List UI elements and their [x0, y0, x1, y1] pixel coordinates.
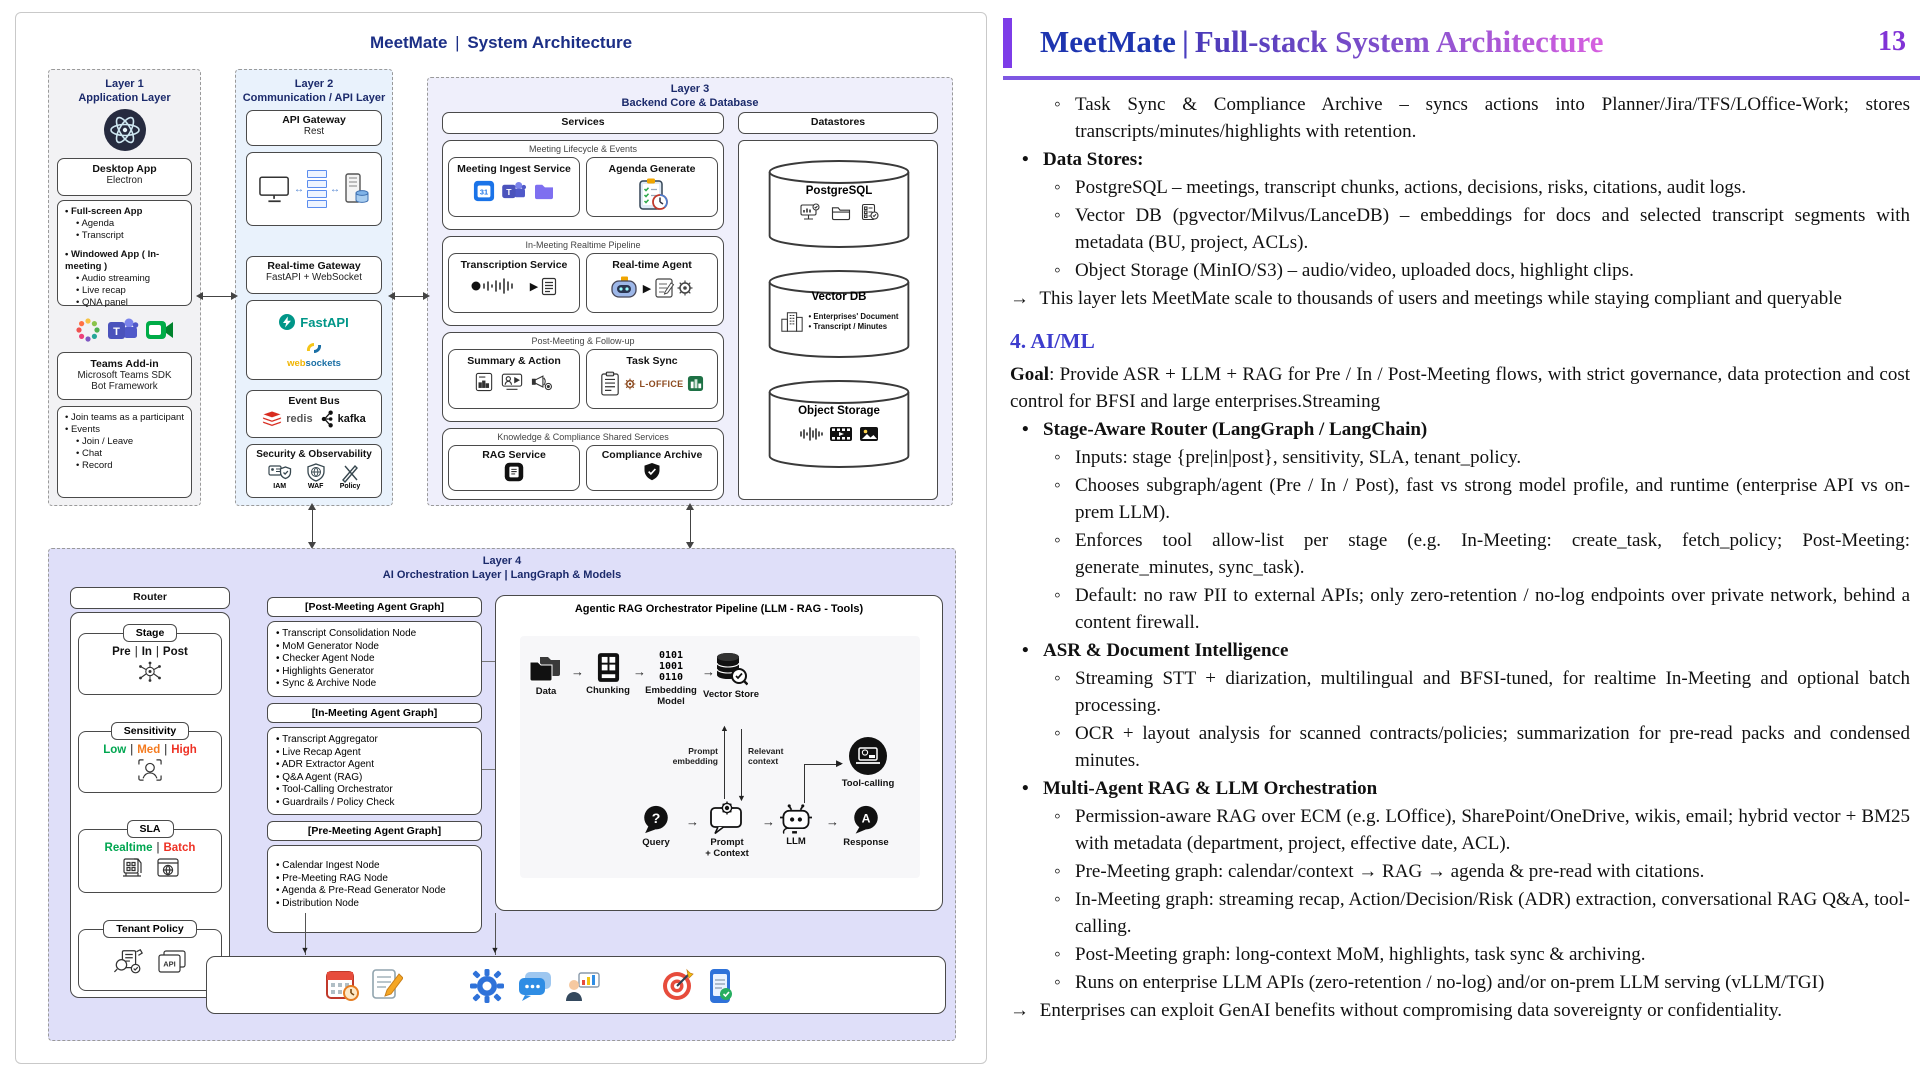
arrow-down-icon: ▼	[300, 945, 310, 955]
services-header: Services	[442, 112, 724, 134]
list-item: • Windowed App ( In-meeting )	[65, 249, 160, 272]
page-number: 13	[1878, 26, 1906, 57]
list-item: • Join / Leave	[76, 436, 134, 447]
bullet-icon: ◦	[1054, 530, 1061, 551]
rt-logos-card	[246, 300, 382, 380]
realtime-gateway-title: Real-time Gateway	[267, 260, 361, 272]
header-accent-bar	[1003, 18, 1012, 68]
list-item: • Agenda	[76, 218, 115, 229]
group-label: In-Meeting Realtime Pipeline	[525, 240, 641, 250]
layer2-subtitle: Communication / API Layer	[242, 91, 386, 104]
page-header	[1040, 24, 1800, 60]
robot-icon	[609, 275, 639, 301]
compliance-archive-card: Compliance Archive	[586, 445, 718, 491]
content-li1: • Stage-Aware Router (LangGraph / LangChain)	[1010, 416, 1910, 443]
router-sensitivity	[78, 721, 222, 793]
group-label: Knowledge & Compliance Shared Services	[497, 432, 669, 442]
vectordb-bullets	[809, 312, 899, 331]
content-li2: ◦ Default: no raw PII to external APIs; only zero-retention / no-log endpoints over private network, behind a content firewall.	[1010, 582, 1910, 636]
value-part: In	[141, 646, 152, 658]
binary-icon: 0101 1001 0110	[658, 650, 684, 683]
node-data: Data	[518, 654, 574, 697]
pre-meeting-graph-items	[267, 845, 482, 933]
group-knowledge-compliance	[442, 428, 724, 500]
rag-doc-icon	[504, 462, 524, 482]
layer1-participation-card	[57, 406, 192, 498]
redis-logo-icon	[262, 410, 282, 428]
monitor-icon	[259, 175, 291, 204]
list-item: • Full-screen App	[65, 206, 143, 217]
node-llm: LLM	[770, 803, 822, 847]
chunking-icon	[596, 659, 621, 676]
diagram-title-brand: MeetMate	[369, 33, 448, 52]
content-li2: ◦ In-Meeting graph: streaming recap, Action/Decision/Risk (ADR) extraction, conversational RAG Q&A, tool-calling.	[1010, 886, 1910, 940]
announce-gear-icon	[531, 372, 553, 392]
stage-pill: Stage	[123, 624, 178, 642]
list-item: • Pre-Meeting RAG Node	[276, 872, 388, 884]
tool-calling-node	[841, 736, 895, 789]
chat-bubbles-icon	[517, 970, 553, 1002]
policy-tools-icon	[340, 463, 361, 490]
prompt-context-icon	[708, 809, 746, 826]
loffice-label: L-OFFICE	[639, 379, 684, 389]
content-li2: ◦ Post-Meeting graph: long-context MoM, highlights, task sync & archiving.	[1010, 941, 1910, 968]
list-item: • Checker Agent Node	[276, 653, 375, 665]
list-item: • Q&A Agent (RAG)	[276, 771, 363, 783]
page-header-sep: |	[1181, 24, 1189, 59]
layer2-layer4-arrow	[312, 510, 313, 542]
value-part: Realtime	[104, 842, 153, 854]
waf-label: WAF	[307, 483, 324, 490]
realtime-agent-card: Real-time Agent ▶	[586, 253, 718, 313]
rag-orchestrator-box	[495, 595, 943, 911]
group-meeting-lifecycle	[442, 140, 724, 230]
play-arrow-icon: ▶	[642, 282, 652, 295]
google-meet-icon	[145, 318, 175, 342]
iam-badge-icon	[268, 463, 292, 490]
tool-calling-icon	[848, 747, 888, 764]
iam-label: IAM	[273, 483, 287, 490]
batch-globe-icon	[156, 857, 180, 880]
arrow-up-icon: ▲	[720, 723, 729, 733]
collaboration-apps-group	[469, 968, 601, 1004]
svg-text:API: API	[163, 959, 176, 969]
architecture-slide	[15, 12, 987, 1064]
vector-store-icon	[714, 660, 748, 677]
layer2-communication	[235, 69, 393, 506]
node-response: A Response	[838, 804, 894, 848]
content-li2: ◦ Chooses subgraph/agent (Pre / In / Post), fast vs strong model profile, and runtime (enterprise API vs on-prem LLM).	[1010, 472, 1910, 526]
arrow-right-icon: ▶	[836, 758, 843, 768]
postgresql-datastore	[764, 159, 914, 249]
rag-pipeline-title: Agentic RAG Orchestrator Pipeline (LLM - RAG - Tools)	[574, 603, 864, 615]
post-meeting-agent-graph	[267, 597, 482, 697]
report-chart-icon	[475, 372, 493, 392]
bullet-icon: ◦	[1054, 447, 1061, 468]
list-item: • Events	[65, 424, 101, 435]
layer1-features-card	[57, 200, 192, 306]
svg-text:T: T	[506, 186, 512, 197]
left-right-arrow-icon: ↔	[330, 183, 340, 195]
api-flow-card	[246, 152, 382, 226]
task-sync-card: Task Sync L-OFFICE	[586, 349, 718, 409]
relevant-context-label: Relevant context	[748, 746, 784, 766]
layer3-title: Layer 3	[670, 83, 710, 95]
sensitivity-pill: Sensitivity	[111, 722, 190, 740]
object-storage-datastore	[764, 379, 914, 469]
content-li2: ◦ Object Storage (MinIO/S3) – audio/video, uploaded docs, highlight clips.	[1010, 257, 1910, 284]
llm-robot-icon	[776, 810, 816, 827]
node-vector-store: Vector Store	[703, 651, 759, 700]
svg-text:A: A	[861, 811, 871, 826]
sla-values: Realtime | Batch	[104, 842, 196, 854]
electron-icon	[49, 108, 200, 152]
list-item: • Highlights Generator	[276, 665, 374, 677]
bullet-icon: •	[1022, 640, 1029, 661]
list-item: • Agenda & Pre-Read Generator Node	[276, 885, 446, 897]
bullet-icon: •	[1022, 778, 1029, 799]
output-apps-box	[206, 956, 946, 1014]
router-header: Router	[133, 591, 167, 603]
bullet-icon: ◦	[1054, 475, 1061, 496]
prompt-embedding-label: Prompt embedding	[672, 746, 718, 766]
postgresql-label: PostgreSQL	[805, 185, 873, 197]
list-item: • Join teams as a participant	[65, 412, 184, 423]
kafka-logo-icon	[321, 410, 334, 428]
list-item: • Calendar Ingest Node	[276, 860, 380, 871]
mobile-checklist-icon	[707, 968, 733, 1004]
prompt-embedding-line	[724, 729, 725, 799]
video-person-icon	[501, 372, 523, 392]
diagram-title-rest: System Architecture	[467, 33, 633, 52]
bullet-icon: ◦	[1054, 972, 1061, 993]
value-part: Batch	[163, 842, 196, 854]
flow-arrow-icon: →	[633, 664, 646, 679]
teams-addin-title: Teams Add-in	[90, 358, 159, 370]
list-item: • Transcript Consolidation Node	[276, 628, 417, 639]
layer3-layer4-arrow	[690, 510, 691, 542]
security-title: Security & Observability	[256, 449, 372, 460]
api-gateway-sub: Rest	[303, 126, 325, 137]
value-part: Pre	[112, 646, 131, 658]
value-part: Post	[162, 646, 188, 658]
content-li1: • ASR & Document Intelligence	[1010, 637, 1910, 664]
list-item: • Transcript / Minutes	[808, 322, 888, 331]
post-meeting-graph-title: [Post-Meeting Agent Graph]	[267, 597, 482, 617]
kiosk-icon	[120, 857, 144, 880]
policy-search-icon	[113, 948, 145, 976]
bullet-icon: ◦	[1054, 861, 1061, 882]
vectordb-label: Vector DB	[811, 291, 867, 303]
http-methods-icon	[307, 170, 327, 208]
flow-arrow-icon: →	[826, 814, 839, 829]
notes-pencil-icon	[371, 968, 403, 1002]
content-li2: ◦ Pre-Meeting graph: calendar/context → RAG → agenda & pre-read with citations.	[1010, 858, 1910, 885]
soundwave-icon	[799, 425, 823, 443]
in-meeting-graph-items	[267, 727, 482, 815]
pre-meeting-graph-title: [Pre-Meeting Agent Graph]	[267, 821, 482, 841]
pre-meeting-agent-graph	[267, 821, 482, 933]
stage-values: Pre | In | Post	[112, 646, 188, 658]
task-clipboard-icon	[600, 371, 620, 397]
policy-label: Policy	[339, 483, 361, 490]
tool-calling-label: Tool-calling	[841, 778, 895, 789]
page-header-brand: MeetMate	[1040, 24, 1176, 59]
in-meeting-agent-graph	[267, 703, 482, 815]
face-scan-icon	[79, 758, 221, 782]
agenda-generate-card: Agenda Generate	[586, 157, 718, 217]
content-li2: ◦ Streaming STT + diarization, multilingual and BFSI-tuned, for realtime In-Meeting and optional batch processing.	[1010, 665, 1910, 719]
left-right-arrow-icon: ↔	[294, 183, 304, 195]
node-query: ? Query	[628, 804, 684, 848]
content-li2: ◦ Vector DB (pgvector/Milvus/LanceDB) – embeddings for docs and selected transcript segments with metadata (BU, project, ACLs).	[1010, 202, 1910, 256]
ms-teams-icon	[501, 180, 527, 202]
value-part: Med	[137, 744, 161, 756]
list-item: • Distribution Node	[276, 897, 359, 909]
bullet-icon: ◦	[1054, 177, 1061, 198]
response-bubble-icon	[850, 811, 882, 828]
router-stage	[78, 623, 222, 695]
building-icon	[780, 309, 804, 335]
svg-text:?: ?	[651, 809, 661, 826]
content-li1: • Data Stores:	[1010, 146, 1910, 173]
list-item: • Transcript	[76, 230, 124, 241]
color-dots-logo-icon	[75, 317, 101, 343]
layer1-subtitle: Application Layer	[78, 91, 171, 104]
router-panel	[70, 587, 230, 999]
layer1-app-icons	[49, 316, 200, 344]
transcription-service-card: Transcription Service ▶	[448, 253, 580, 313]
content-li2: ◦ Inputs: stage {pre|in|post}, sensitivity, SLA, tenant_policy.	[1010, 444, 1910, 471]
page-content	[1010, 90, 1910, 1025]
waf-shield-icon	[306, 463, 326, 490]
api-gateway-title: API Gateway	[282, 114, 346, 126]
db-cylinder-icon	[764, 379, 914, 469]
content-li2: ◦ PostgreSQL – meetings, transcript chunks, actions, decisions, risks, citations, audit logs.	[1010, 174, 1910, 201]
layer4-orchestration	[48, 548, 956, 1041]
arrow-prefix-icon: →	[1010, 1000, 1029, 1021]
websockets-logo-icon	[305, 339, 323, 357]
bullet-icon: ◦	[1054, 585, 1061, 606]
audio-waveform-icon	[471, 277, 527, 295]
post-meeting-graph-items	[267, 621, 482, 697]
data-folders-icon	[528, 660, 564, 677]
svg-text:T: T	[112, 326, 120, 338]
desktop-app-sub: Electron	[106, 175, 143, 186]
bullet-icon: ◦	[1054, 944, 1061, 965]
list-item: • Chat	[76, 448, 103, 459]
content-li2: ◦ Enforces tool allow-list per stage (e.g. In-Meeting: create_task, fetch_policy; Post-Meeting: generate_minutes, sync_task).	[1010, 527, 1910, 581]
layer2-title: Layer 2	[294, 78, 334, 90]
content-li2: ◦ OCR + layout analysis for scanned contracts/policies; summarization for pre-read packs and condensed minutes.	[1010, 720, 1910, 774]
api-gateway-card	[246, 110, 382, 146]
content-li1: • Multi-Agent RAG & LLM Orchestration	[1010, 775, 1910, 802]
stage-hub-icon	[79, 660, 221, 685]
loffice-gear-icon	[624, 375, 636, 393]
bullet-icon: •	[1022, 149, 1029, 170]
arrow-prefix-icon: →	[1010, 288, 1029, 309]
node-chunking: Chunking	[580, 652, 636, 696]
folder-icon	[533, 182, 555, 200]
bullet-icon: ◦	[1054, 723, 1061, 744]
target-dart-icon	[659, 968, 695, 1004]
group-postmeeting-followup	[442, 332, 724, 422]
list-item: • Transcript Aggregator	[276, 734, 378, 745]
server-db-icon	[343, 173, 369, 205]
layer3-subtitle: Backend Core & Database	[621, 96, 759, 109]
list-item: • Sync & Archive Node	[276, 678, 377, 690]
play-arrow-icon: ▶	[529, 281, 539, 293]
scheduling-apps-group	[325, 968, 403, 1002]
group-inmeeting-pipeline	[442, 236, 724, 326]
list-item: • Tool-Calling Orchestrator	[276, 784, 393, 796]
fastapi-label: FastAPI	[300, 314, 349, 330]
page-header-title: Full-stack System Architecture	[1194, 24, 1604, 59]
value-part: Low	[103, 744, 127, 756]
bullet-icon: ◦	[1054, 94, 1061, 115]
redis-label: redis	[286, 413, 313, 426]
fastapi-logo-icon	[279, 313, 295, 331]
list-item: • Guardrails / Policy Check	[276, 796, 395, 808]
event-bus-title: Event Bus	[288, 395, 340, 407]
shield-check-icon	[643, 462, 661, 482]
ms-teams-icon	[107, 316, 139, 344]
content-li2: ◦ Permission-aware RAG over ECM (e.g. LOffice), SharePoint/OneDrive, wikis, email; hybrid vector + BM25 with metadata (department, project, effective date, ACL).	[1010, 803, 1910, 857]
content-arrow: → This layer lets MeetMate scale to thousands of users and meetings while staying compliant and queryable	[1010, 288, 1842, 309]
graph-connector	[482, 769, 495, 770]
in-meeting-graph-title: [In-Meeting Agent Graph]	[267, 703, 482, 723]
query-bubble-icon	[640, 811, 672, 828]
list-item: • QNA panel	[76, 297, 128, 308]
transcript-doc-icon	[541, 277, 557, 296]
bullet-icon: ◦	[1054, 889, 1061, 910]
object-storage-label: Object Storage	[798, 405, 880, 417]
content-heading: 4. AI/ML	[1010, 329, 1095, 353]
arrow-down-icon: ▼	[737, 793, 746, 803]
svg-text:31: 31	[479, 187, 489, 197]
event-bus-card	[246, 390, 382, 438]
image-icon	[859, 425, 879, 443]
realtime-gateway-sub: FastAPI + WebSocket	[266, 272, 362, 283]
filmstrip-icon	[829, 425, 853, 443]
header-rule	[1003, 76, 1920, 80]
content-arrow: → Enterprises can exploit GenAI benefits without compromising data sovereignty or confidentiality.	[1010, 1000, 1782, 1021]
rag-service-card: RAG Service	[448, 445, 580, 491]
db-monitor-icon	[799, 203, 821, 222]
datastores-header: Datastores	[738, 112, 938, 134]
bullet-icon: •	[1022, 419, 1029, 440]
flow-arrow-icon: →	[571, 664, 584, 679]
tenant-policy-pill: Tenant Policy	[103, 920, 197, 938]
notes-gear-icon	[655, 276, 695, 300]
flow-arrow-icon: →	[702, 664, 715, 679]
group-label: Post-Meeting & Follow-up	[531, 336, 635, 346]
list-item: • Enterprises' Document	[808, 312, 899, 322]
router-sla	[78, 819, 222, 893]
websockets-label-b: sockets	[305, 358, 341, 369]
gear-icon	[469, 968, 505, 1004]
list-item: • ADR Extractor Agent	[276, 759, 374, 771]
person-chart-icon	[565, 969, 601, 1003]
flow-arrow-icon: →	[686, 814, 699, 829]
content-para: Goal: Provide ASR + LLM + RAG for Pre / In / Post-Meeting flows, with strict governance, data protection and cost control for BFSI and large enterprises.Streaming	[1010, 364, 1910, 412]
summary-action-card: Summary & Action	[448, 349, 580, 409]
google-calendar-icon	[473, 180, 495, 202]
audit-checklist-icon	[861, 203, 879, 221]
list-item: • MoM Generator Node	[276, 640, 379, 652]
list-item: • Live recap	[76, 285, 126, 296]
router-tenant-policy	[78, 919, 222, 991]
calendar-clock-icon	[325, 968, 359, 1002]
teams-addin-sub2: Bot Framework	[91, 381, 158, 392]
relevant-context-line	[741, 729, 742, 799]
vectordb-datastore	[764, 269, 914, 359]
node-prompt-context: Prompt + Context	[696, 800, 758, 859]
layer2-layer3-arrow	[395, 296, 423, 297]
folder-outline-icon	[830, 204, 852, 222]
realtime-gateway-card	[246, 256, 382, 294]
sla-pill: SLA	[127, 820, 174, 838]
layer1-layer2-arrow	[203, 296, 231, 297]
diagram-title	[16, 33, 986, 53]
value-part: High	[171, 744, 197, 756]
teams-addin-sub1: Microsoft Teams SDK	[77, 370, 172, 381]
planner-icon	[687, 375, 704, 393]
desktop-app-title: Desktop App	[92, 163, 157, 175]
goal-apps-group	[659, 968, 733, 1004]
group-label: Meeting Lifecycle & Events	[528, 144, 638, 154]
agenda-clipboard-icon	[635, 177, 669, 211]
arrow-down-icon: ▼	[490, 945, 500, 955]
websockets-label-a: web	[287, 358, 306, 369]
bullet-icon: ◦	[1054, 205, 1061, 226]
content-li2: ◦ Task Sync & Compliance Archive – syncs actions into Planner/Jira/TFS/LOffice-Work; stores transcripts/minutes/highlights with retention.	[1010, 91, 1910, 145]
layer3-backend	[427, 77, 953, 506]
list-item: • Record	[76, 460, 113, 471]
bullet-icon: ◦	[1054, 806, 1061, 827]
meeting-ingest-card: Meeting Ingest Service 31 T	[448, 157, 580, 217]
layer1-participation-list	[65, 412, 184, 472]
flow-arrow-icon: →	[762, 814, 775, 829]
layer1-features-list	[65, 206, 184, 309]
security-observability-card	[246, 444, 382, 498]
teams-addin-card	[57, 352, 192, 400]
diagram-title-sep: |	[455, 33, 460, 52]
bullet-icon: ◦	[1054, 668, 1061, 689]
layer4-subtitle: AI Orchestration Layer | LangGraph & Models	[382, 568, 622, 581]
api-folders-icon	[157, 949, 187, 975]
datastores-panel	[738, 140, 938, 500]
bullet-icon: ◦	[1054, 260, 1061, 281]
graph-connector	[482, 661, 495, 662]
layer4-title: Layer 4	[482, 555, 522, 567]
node-embedding: 0101 1001 0110 Embedding Model	[641, 650, 701, 707]
kafka-label: kafka	[337, 413, 366, 426]
list-item: • Live Recap Agent	[276, 746, 361, 758]
desktop-app-card	[57, 158, 192, 196]
sensitivity-values: Low | Med | High	[103, 744, 197, 756]
layer1-application	[48, 69, 201, 506]
layer1-title: Layer 1	[105, 78, 144, 90]
content-li2: ◦ Runs on enterprise LLM APIs (zero-retention / no-log) and/or on-prem LLM serving (vLLM/TGI)	[1010, 969, 1910, 996]
list-item: • Audio streaming	[76, 273, 151, 284]
